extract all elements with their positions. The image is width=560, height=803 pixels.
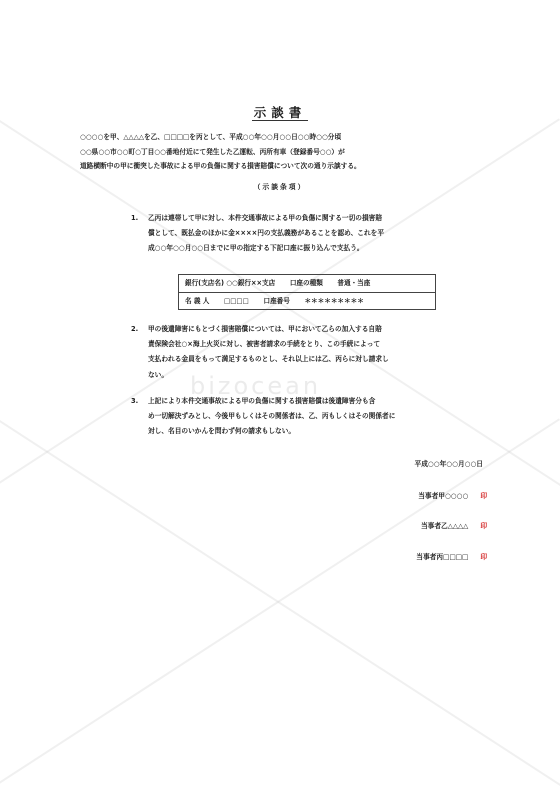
bank-row xyxy=(179,275,435,292)
watermark-text: bizocean xyxy=(190,372,322,400)
seal-mark: 印 xyxy=(480,553,487,561)
bank-value: ○○銀行××支店 xyxy=(226,279,276,287)
clause-line: 償として、既払金のほかに金××××円の支払義務があることを認め、これを平 xyxy=(148,229,385,238)
intro-line: ○○県○○市○○町○丁目○○番地付近にて発生した乙運転、丙所有車（登録番号○○）が xyxy=(80,147,345,156)
clause-number: 1. xyxy=(131,214,139,222)
signature-party-a xyxy=(418,490,487,502)
clause-line: 上記により本件交通事故による甲の負傷に関する損害賠償は後遺障害分も含 xyxy=(148,397,376,405)
document-title xyxy=(0,105,560,121)
bank-label: 銀行(支店名) xyxy=(185,279,224,287)
account-number-value: ＊＊＊＊＊＊＊＊＊ xyxy=(304,297,364,305)
seal-mark: 印 xyxy=(480,492,487,500)
intro-line: ○○○○を甲、△△△△を乙、□□□□を丙として、平成○○年○○月○○日○○時○○分頃 xyxy=(80,133,342,141)
account-number-label: 口座番号 xyxy=(263,297,290,305)
clause-line: 支払われる金員をもって満足するものとし、それ以上には乙、丙らに対し請求し xyxy=(148,355,389,364)
holder-label: 名 義 人 xyxy=(185,297,210,305)
holder-value: □□□□ xyxy=(223,297,249,305)
account-type-label: 口座の種類 xyxy=(289,279,323,287)
seal-mark: 印 xyxy=(480,522,487,530)
clause-line: ない。 xyxy=(148,370,169,379)
signature-party-b xyxy=(421,520,487,532)
clause-item-2 xyxy=(131,322,389,383)
clause-number: 3. xyxy=(131,397,139,405)
intro-paragraph xyxy=(80,130,485,174)
signature-label: 当事者甲○○○○ xyxy=(418,492,469,500)
holder-row xyxy=(179,292,435,310)
signature-label: 当事者丙□□□□ xyxy=(416,553,469,561)
terms-subheading: （示談条項） xyxy=(253,183,307,191)
signature-party-c xyxy=(416,551,487,563)
clause-line: 対し、名目のいかんを問わず何の請求もしない。 xyxy=(148,427,296,436)
clause-line: 成○○年○○月○○日までに甲の指定する下記口座に振り込んで支払う。 xyxy=(148,244,364,253)
watermark-line xyxy=(0,420,560,803)
account-type-value: 普通・当座 xyxy=(337,279,371,287)
intro-line: 道路横断中の甲に衝突した事故による甲の負傷に関する損害賠償について次の通り示談する。 xyxy=(80,162,361,170)
clause-line: め一切解決ずみとし、今後甲もしくはその関係者は、乙、丙もしくはその関係者に xyxy=(148,412,396,421)
clause-number: 2. xyxy=(131,325,139,333)
clause-item-1 xyxy=(131,211,385,257)
watermark-line xyxy=(0,120,560,503)
title-text: 示談書 xyxy=(253,105,307,120)
signature-label: 当事者乙△△△△ xyxy=(420,522,469,530)
bank-account-box xyxy=(178,274,436,310)
clause-line: 乙丙は連帯して甲に対し、本件交通事故による甲の負傷に関する一切の損害賠 xyxy=(148,214,383,222)
document-date: 平成○○年○○月○○日 xyxy=(414,460,483,468)
clause-line: 責保険会社○×海上火災に対し、被害者請求の手続をとり、この手続によって xyxy=(148,340,381,349)
clause-line: 甲の後遺障害にもとづく損害賠償については、甲において乙らの加入する自賠 xyxy=(148,325,382,333)
clause-item-3 xyxy=(131,394,396,440)
